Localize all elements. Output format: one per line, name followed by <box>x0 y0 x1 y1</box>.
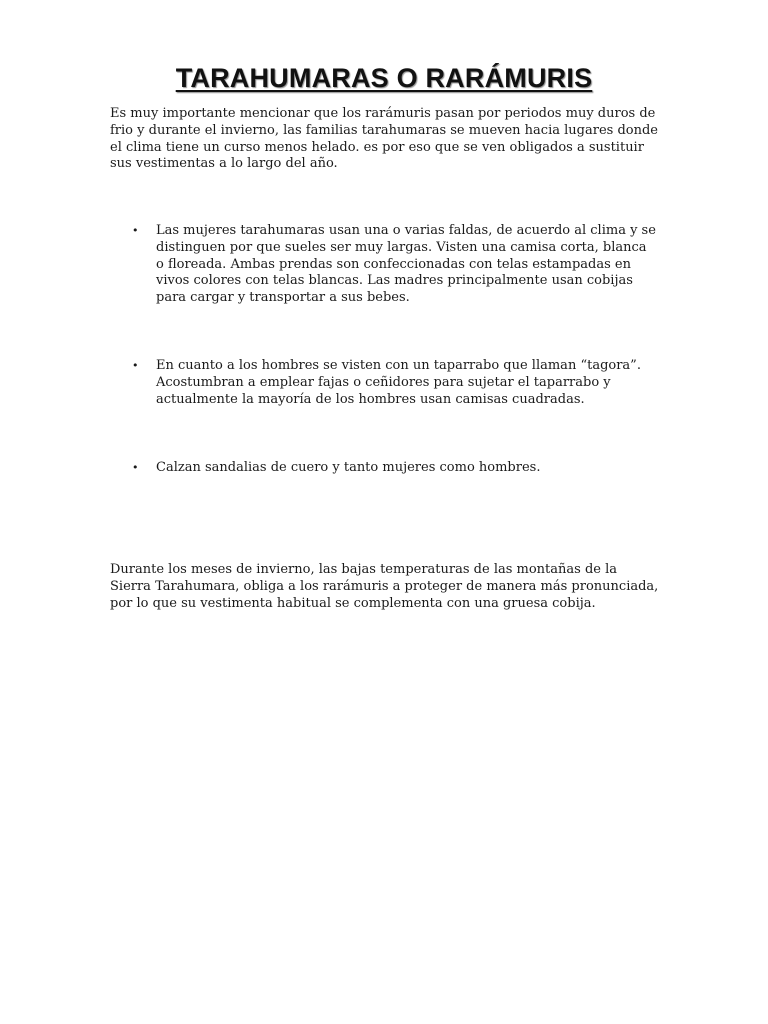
bullet-icon: • <box>132 461 139 474</box>
bullet-text-men: En cuanto a los hombres se visten con un taparrabo que llaman “tagora”. Acostumbran a emplear fajas o ceñidores para sujetar el taparrabo y actualmente la mayoría de los hombres usan camisas cuadradas. <box>156 358 641 407</box>
document-title: TARAHUMARAS O RARÁMURIS <box>175 63 593 94</box>
closing-paragraph: Durante los meses de invierno, las bajas temperaturas de las montañas de la Sierra Tarahumara, obliga a los rarámuris a proteger de manera más pronunciada, por lo que su vestimenta habitual se complementa con una gruesa cobija. <box>110 562 659 611</box>
bullet-icon: • <box>132 224 139 237</box>
bullet-text-women: Las mujeres tarahumaras usan una o varias faldas, de acuerdo al clima y se distinguen por que sueles ser muy largas. Visten una camisa corta, blanca o floreada. Ambas prendas son confeccionadas con telas estampadas en vivos colores con telas blancas. Las madres principalmente usan cobijas para cargar y transportar a sus bebes. <box>156 223 656 306</box>
bullet-text-sandals: Calzan sandalias de cuero y tanto mujeres como hombres. <box>156 460 541 475</box>
intro-paragraph: Es muy importante mencionar que los rarámuris pasan por periodos muy duros de frio y durante el invierno, las familias tarahumaras se mueven hacia lugares donde el clima tiene un curso menos helado. es por eso que se ven obligados a sustituir sus vestimentas a lo largo del año. <box>110 106 658 172</box>
bullet-icon: • <box>132 359 139 372</box>
